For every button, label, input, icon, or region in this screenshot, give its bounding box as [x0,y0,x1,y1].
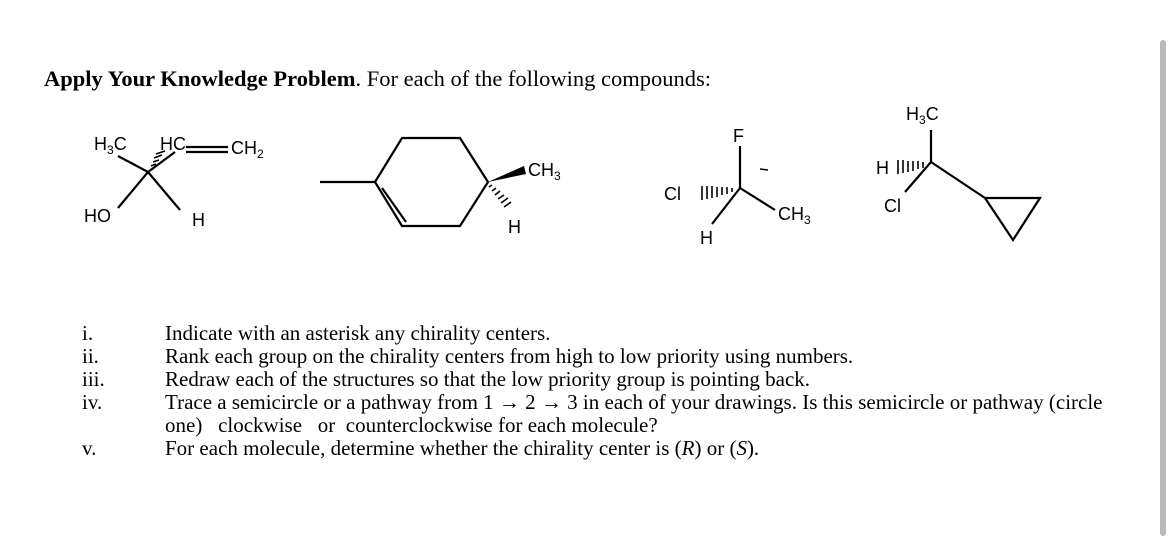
instruction-text [165,437,1115,460]
m2-wedge-bond [488,166,526,182]
molecule-1 [118,147,228,210]
molecule-3 [712,146,775,224]
m4-hash-bond [898,160,923,174]
problem-heading [44,66,711,92]
instruction-number: v. [82,436,97,460]
m1-h-label: H [192,210,205,230]
text-after: ). [746,436,760,460]
instruction-text: Redraw each of the structures so that the low priority group is pointing back. [165,367,811,391]
instruction-number: i. [82,321,94,345]
instruction-number: iv. [82,390,103,414]
m4-h-label: H [876,158,889,178]
text-mid: ) or ( [694,436,737,460]
m1-hc-label: HC [160,134,186,154]
m2-ch3-label: $CH_3$ [528,160,561,183]
m1-ch2-label: $CH_2$ [231,138,264,161]
m3-stray-mark [760,169,768,170]
m3-h-label: H [700,228,713,248]
heading-rest: . For each of the following compounds: [355,66,712,91]
m3-ch3-label: $CH_3$ [778,204,811,227]
m1-h3c-label: $H_3C$ [94,134,127,157]
molecule-structures [0,90,1100,265]
m3-cl-label: Cl [664,184,681,204]
m3-hash-bond [702,186,732,200]
heading-bold: Apply Your Knowledge Problem [44,66,356,91]
text-before: For each molecule, determine whether the chirality center is ( [165,436,682,460]
r-label: R [681,436,695,460]
instruction-text: Rank each group on the chirality centers from high to low priority using numbers. [165,344,854,368]
instruction-number: iii. [82,367,105,391]
m4-h3c-label: $H_3C$ [906,104,939,127]
m4-cl-label: Cl [884,196,901,216]
m3-f-label: F [733,126,744,146]
molecule-4 [905,130,1040,240]
m1-ho-label: HO [84,206,111,226]
instruction-number: ii. [82,344,99,368]
m2-h-label: H [508,217,521,237]
m2-hash-bond [489,185,511,207]
molecule-2 [320,138,488,226]
scrollbar[interactable] [1160,40,1166,536]
instruction-text: Indicate with an asterisk any chirality centers. [165,321,551,345]
instruction-text: Trace a semicircle or a pathway from 1 → 2 → 3 in each of your drawings. Is this semicircle or pathway (circle one) clockwise or counterclockwise for each molecule? [165,390,1108,437]
s-label: S [736,436,747,460]
